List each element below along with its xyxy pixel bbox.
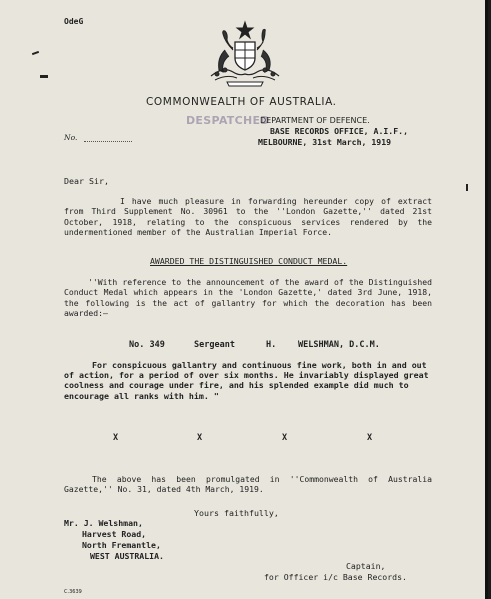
- binding-mark: [466, 184, 468, 191]
- form-number: C.3639: [64, 589, 82, 595]
- address-line-1: Mr. J. Welshman,: [64, 518, 143, 528]
- separator-mark: X: [197, 433, 203, 443]
- address-line-4: WEST AUSTRALIA.: [90, 551, 164, 561]
- separator-mark: X: [282, 433, 288, 443]
- page-edge: [485, 0, 488, 599]
- binding-mark: [32, 51, 39, 55]
- coat-of-arms-icon: [203, 20, 287, 88]
- soldier-rank: Sergeant: [194, 340, 235, 350]
- reference-number-line: [84, 141, 132, 142]
- department-line-3: MELBOURNE, 31st March, 1919: [258, 137, 392, 147]
- letterhead-title: COMMONWEALTH OF AUSTRALIA.: [146, 96, 337, 108]
- binding-mark: [40, 75, 48, 78]
- soldier-initial: H.: [266, 340, 277, 350]
- department-line-1: DEPARTMENT OF DEFENCE.: [260, 116, 370, 125]
- address-line-2: Harvest Road,: [82, 529, 147, 539]
- award-heading: AWARDED THE DISTINGUISHED CONDUCT MEDAL.: [150, 256, 348, 266]
- address-line-3: North Fremantle,: [82, 540, 161, 550]
- paragraph-promulgation: The above has been promulgated in ''Commonwealth of Australia Gazette,'' No. 31, dated 4th March, 1919.: [64, 474, 432, 495]
- separator-mark: X: [113, 433, 119, 443]
- signature-title: Captain,: [346, 561, 386, 571]
- paragraph-announcement: ''With reference to the announcement of the award of the Distinguished Conduct Medal which appears in the 'London Gazette,' dated 3rd June, 1918, the following is the act of gallantry for which the decoration has been awarded:—: [64, 277, 432, 318]
- signature-role: for Officer i/c Base Records.: [264, 572, 407, 582]
- closing-line: Yours faithfully,: [194, 508, 279, 518]
- reference-code: OdeG: [64, 17, 84, 26]
- despatched-stamp: DESPATCHED: [186, 114, 270, 127]
- salutation: Dear Sir,: [64, 176, 109, 186]
- soldier-number: No. 349: [129, 340, 165, 350]
- paragraph-intro: I have much pleasure in forwarding hereunder copy of extract from Third Supplement No. 30961 to the ''London Gazette,'' dated 21st October, 1918, relating to the conspicuous services rendered by the undermentioned member of the Australian Imperial Force.: [64, 196, 432, 237]
- soldier-name: WELSHMAN, D.C.M.: [298, 340, 380, 350]
- reference-number-label: No.: [64, 133, 78, 142]
- department-line-2: BASE RECORDS OFFICE, A.I.F.,: [270, 126, 409, 136]
- citation-text: For conspicuous gallantry and continuous fine work, both in and out of action, for a period of over six months. He invariably displayed great coolness and courage under fire, and his splended example did much to encourage all ranks with him. ": [64, 360, 429, 401]
- separator-mark: X: [367, 433, 373, 443]
